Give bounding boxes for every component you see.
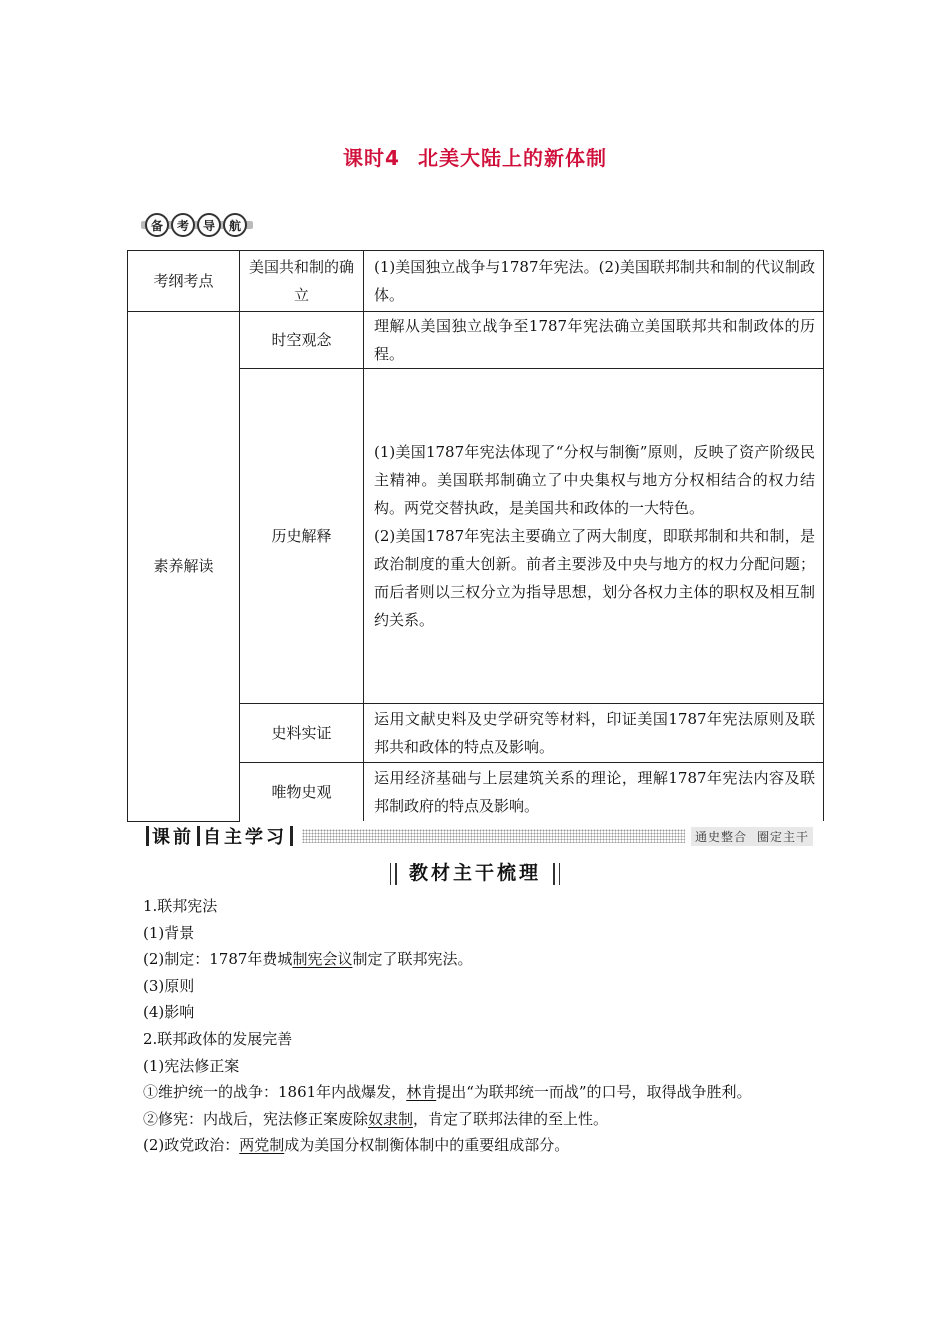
row-content: (1)美国独立战争与1787年宪法。(2)美国联邦制共和制的代议制政体。 xyxy=(364,251,824,312)
group-label: 素养解读 xyxy=(128,312,240,822)
badge-char: 备 xyxy=(145,213,169,237)
section-bar-left: 课前 自主学习 xyxy=(143,823,296,849)
row-sub: 时空观念 xyxy=(240,312,364,369)
body-text xyxy=(143,893,815,1159)
row-sub: 史料实证 xyxy=(240,704,364,763)
page-title: 课时4 北美大陆上的新体制 xyxy=(343,146,607,170)
section-badge xyxy=(145,210,247,240)
row-content: 理解从美国独立战争至1787年宪法确立美国联邦共和制政体的历程。 xyxy=(364,312,824,369)
text-line: (1)背景 xyxy=(143,923,195,942)
section-bar xyxy=(143,825,813,847)
table-row xyxy=(128,251,824,312)
section-bar-right: 通史整合 圈定主干 xyxy=(691,827,813,846)
row-content: (1)美国1787年宪法体现了“分权与制衡”原则，反映了资产阶级民主精神。美国联邦制确立了中央集权与地方分权相结合的权力结构。两党交替执政，是美国共和政体的一大特色。 (2)美国1787年宪法主要确立了两大制度，即联邦制和共和制，是政治制度的重大创新。前者主要涉及中央与地方的权力分配问题；而后者则以三权分立为指导思想，划分各权力主体的职权及相互制约关系。 xyxy=(364,369,824,704)
badge-char: 考 xyxy=(171,213,195,237)
dotted-fill xyxy=(302,829,685,843)
row-sub: 美国共和制的确立 xyxy=(240,251,364,312)
table-row xyxy=(128,312,824,369)
underlined-term: 制宪会议 xyxy=(292,950,353,969)
underlined-term: 奴隶制 xyxy=(368,1109,414,1128)
underlined-term: 两党制 xyxy=(239,1136,285,1155)
row-content: 运用文献史料及史学研究等材料，印证美国1787年宪法原则及联邦共和政体的特点及影响。 xyxy=(364,704,824,763)
badge-char: 航 xyxy=(223,213,247,237)
row-content: 运用经济基础与上层建筑关系的理论，理解1787年宪法内容及联邦制政府的特点及影响。 xyxy=(364,763,824,822)
row-sub: 唯物史观 xyxy=(240,763,364,822)
text-line: (1)宪法修正案 xyxy=(143,1056,240,1075)
text-line: (3)原则 xyxy=(143,976,195,995)
text-line: (2)制定：1787年费城制宪会议制定了联邦宪法。 xyxy=(143,950,473,969)
badge-char: 导 xyxy=(197,213,221,237)
section-title: 教材主干梳理 xyxy=(0,858,950,885)
text-line: ②修宪：内战后，宪法修正案废除奴隶制，肯定了联邦法律的至上性。 xyxy=(143,1109,609,1128)
text-line: 2.联邦政体的发展完善 xyxy=(143,1029,293,1048)
syllabus-table xyxy=(127,250,824,822)
underlined-term: 林肯 xyxy=(406,1083,437,1102)
row-label: 考纲考点 xyxy=(128,251,240,312)
text-line: ①维护统一的战争：1861年内战爆发，林肯提出“为联邦统一而战”的口号，取得战争胜利。 xyxy=(143,1083,752,1102)
row-sub: 历史解释 xyxy=(240,369,364,704)
text-line: (2)政党政治：两党制成为美国分权制衡体制中的重要组成部分。 xyxy=(143,1136,570,1155)
text-line: 1.联邦宪法 xyxy=(143,897,218,915)
text-line: (4)影响 xyxy=(143,1003,195,1022)
